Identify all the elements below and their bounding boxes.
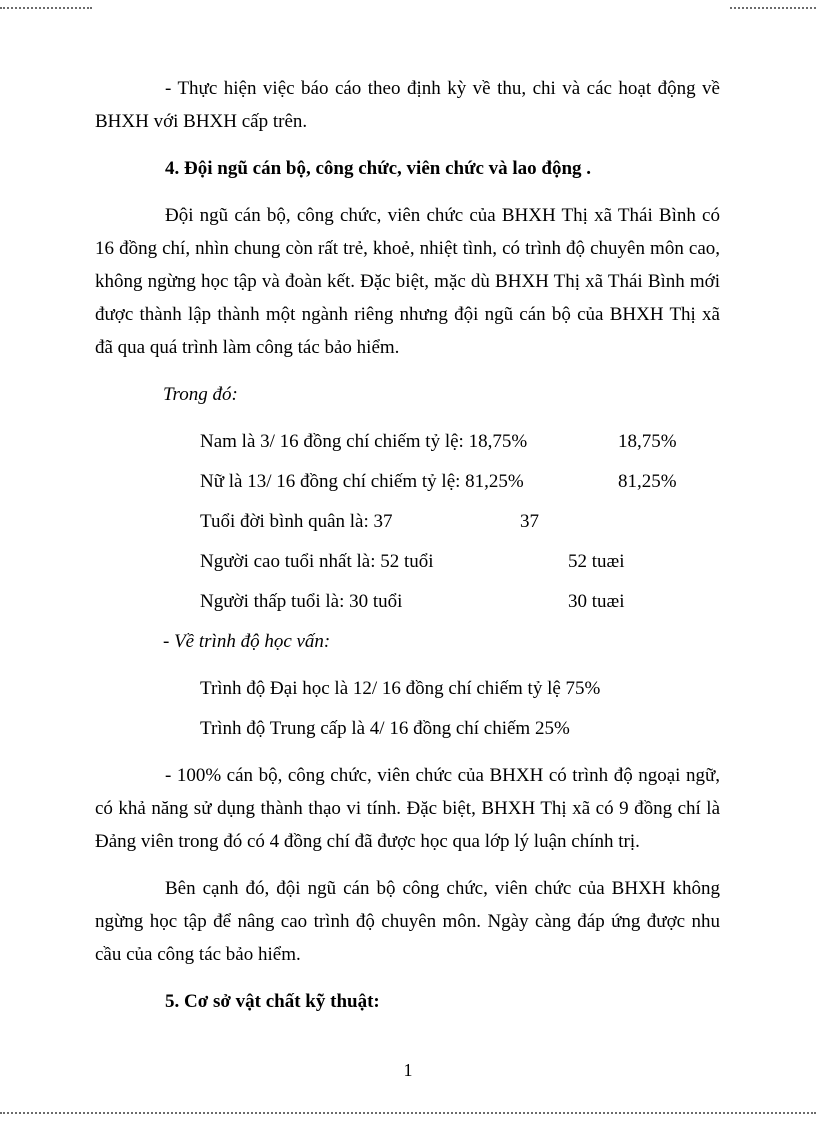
paragraph-trung-cap: Trình độ Trung cấp là 4/ 16 đồng chí chiếm 25% <box>200 718 570 739</box>
stat-value: 52 tuæi <box>568 551 625 572</box>
paragraph-report: - Thực hiện việc báo cáo theo định kỳ về thu, chi và các hoạt động về BHXH với BHXH cấp trên. <box>95 78 720 132</box>
stat-row-tuoi-binh-quan <box>95 505 720 538</box>
paragraph-ben-canh: Bên cạnh đó, đội ngũ cán bộ công chức, viên chức của BHXH không ngừng học tập để nâng cao trình độ chuyên môn. Ngày càng đáp ứng được nhu cầu của công tác bảo hiểm. <box>95 878 720 965</box>
paragraph-hoc-van: - Về trình độ học vấn: <box>163 631 331 652</box>
stat-value: 30 tuæi <box>568 591 625 612</box>
stat-label: Người cao tuổi nhất là: 52 tuổi <box>200 551 434 572</box>
page-number: 1 <box>403 1060 413 1080</box>
stat-value: 37 <box>520 511 539 532</box>
stat-label: Tuổi đời bình quân là: 37 <box>200 511 393 532</box>
stat-label: Người thấp tuổi là: 30 tuổi <box>200 591 403 612</box>
stat-value: 81,25% <box>618 471 677 492</box>
stat-row-nu <box>95 465 720 498</box>
stat-row-cao-tuoi <box>95 545 720 578</box>
page-border-top-left <box>0 7 92 9</box>
paragraph-team: Đội ngũ cán bộ, công chức, viên chức của BHXH Thị xã Thái Bình có 16 đồng chí, nhìn chung còn rất trẻ, khoẻ, nhiệt tình, có trình độ chuyên môn cao, không ngừng học tập và đoàn kết. Đặc biệt, mặc dù BHXH Thị xã Thái Bình mới được thành lập thành một ngành riêng nhưng đội ngũ cán bộ của BHXH Thị xã đã qua quá trình làm công tác bảo hiểm. <box>95 205 720 358</box>
stat-value: 18,75% <box>618 431 677 452</box>
stat-row-thap-tuoi <box>95 585 720 618</box>
stat-label: Nam là 3/ 16 đồng chí chiếm tỷ lệ: 18,75% <box>200 431 528 452</box>
page-border-bottom <box>0 1112 816 1114</box>
paragraph-100-percent: - 100% cán bộ, công chức, viên chức của BHXH có trình độ ngoại ngữ, có khả năng sử dụng thành thạo vi tính. Đặc biệt, BHXH Thị xã có 9 đồng chí là Đảng viên trong đó có 4 đồng chí đã được học qua lớp lý luận chính trị. <box>95 765 720 852</box>
document-content <box>95 72 720 1032</box>
stat-row-nam <box>95 425 720 458</box>
section-4-heading: 4. Đội ngũ cán bộ, công chức, viên chức và lao động . <box>165 158 592 179</box>
paragraph-dai-hoc: Trình độ Đại học là 12/ 16 đồng chí chiếm tỷ lệ 75% <box>200 678 601 699</box>
section-5-heading: 5. Cơ sở vật chất kỹ thuật: <box>165 991 380 1012</box>
paragraph-trong-do: Trong đó: <box>163 384 238 405</box>
page-border-top-right <box>730 7 816 9</box>
stat-label: Nữ là 13/ 16 đồng chí chiếm tỷ lệ: 81,25% <box>200 471 524 492</box>
